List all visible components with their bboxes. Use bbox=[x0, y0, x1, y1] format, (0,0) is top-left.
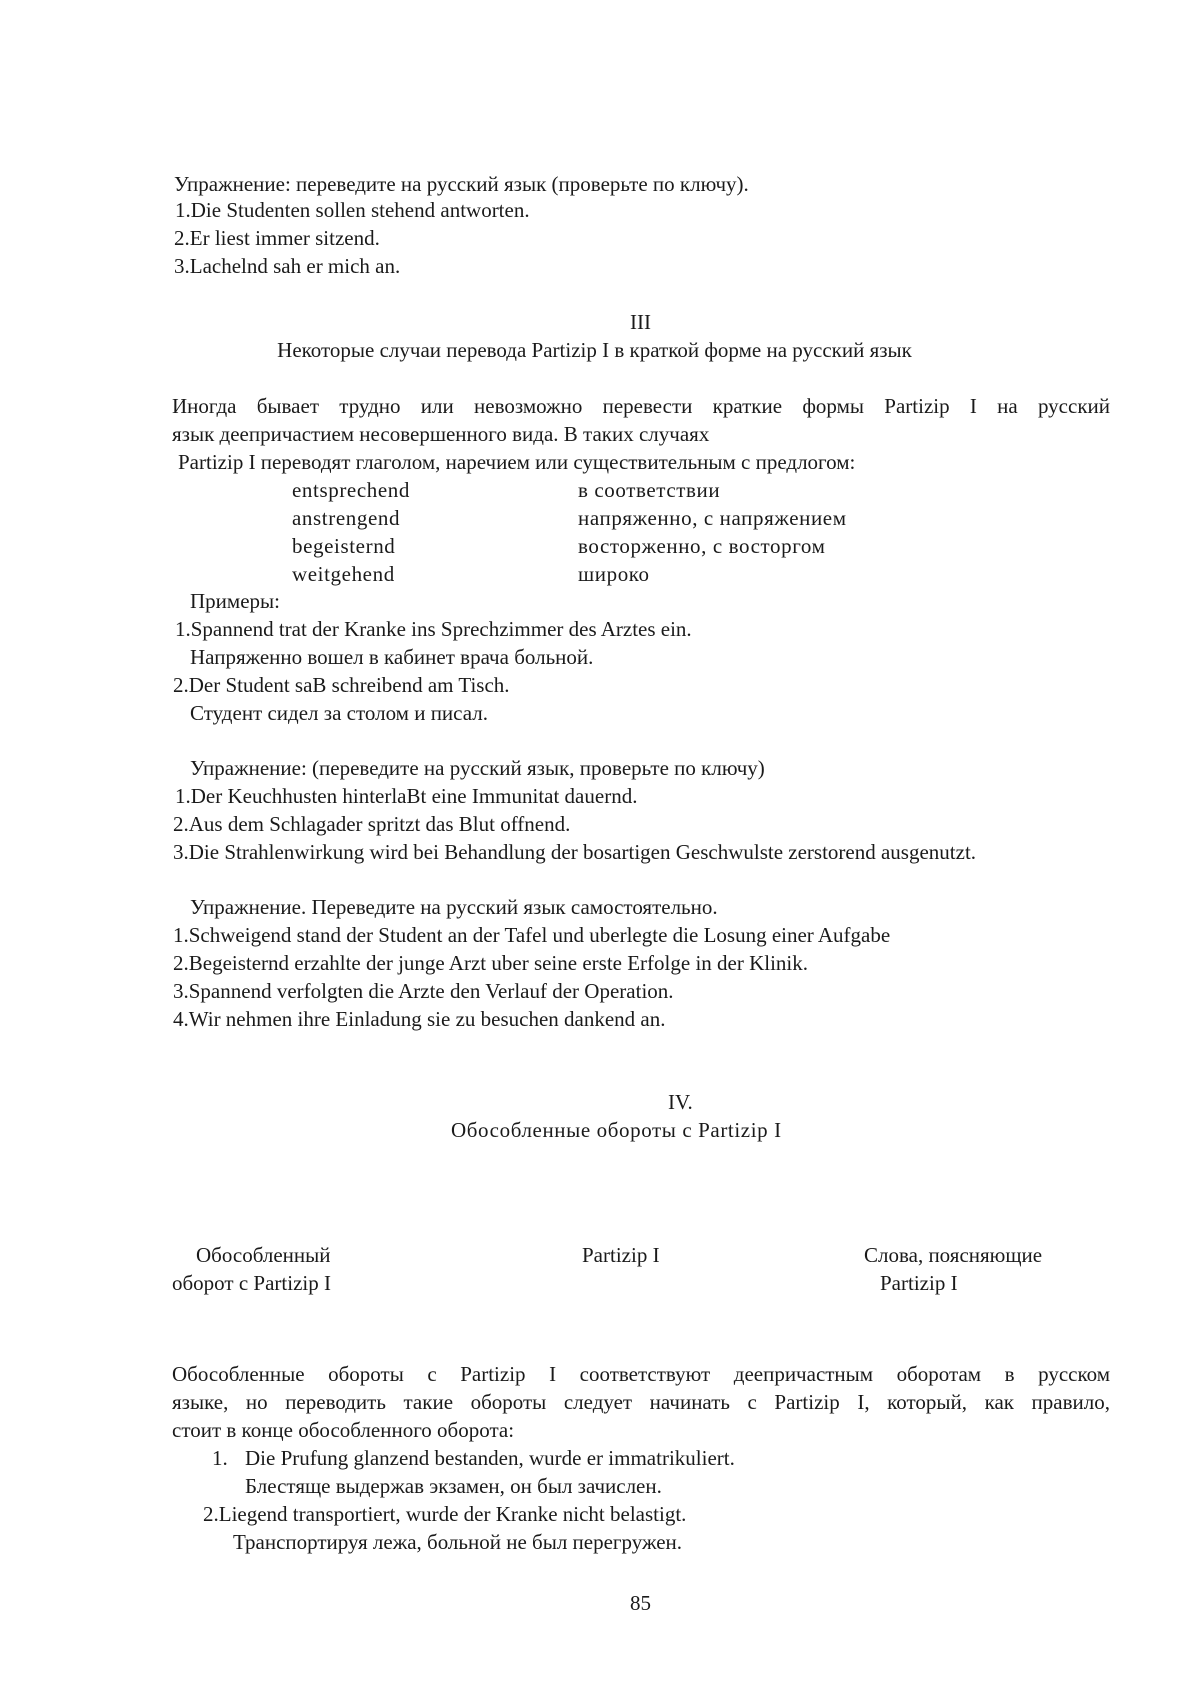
section-4-paragraph-line-2: языке, но переводить такие обороты следует начинать с Partizip I, который, как правило, bbox=[172, 1390, 1110, 1414]
section-4-number: IV. bbox=[668, 1090, 693, 1114]
exercise-1-item-3: 3.Lachelnd sah er mich an. bbox=[174, 254, 401, 278]
vocab-de-1: entsprechend bbox=[292, 478, 410, 502]
section-4-example-1-de: Die Prufung glanzend bestanden, wurde er immatrikuliert. bbox=[245, 1446, 735, 1470]
example-2-ru: Студент сидел за столом и писал. bbox=[190, 701, 488, 725]
diagram-center: Partizip I bbox=[582, 1243, 660, 1267]
section-4-paragraph-line-1: Обособленные обороты с Partizip I соответствуют деепричастным оборотам в русском bbox=[172, 1362, 1110, 1386]
exercise-2-heading: Упражнение: (переведите на русский язык, проверьте по ключу) bbox=[190, 756, 765, 780]
vocab-ru-2: напряженно, с напряжением bbox=[578, 506, 847, 530]
section-3-intro-line-2: язык деепричастием несовершенного вида. В таких случаях bbox=[172, 422, 710, 446]
section-4-example-1-ru: Блестяще выдержав экзамен, он был зачислен. bbox=[245, 1474, 662, 1498]
diagram-left-line-1: Обособленный bbox=[196, 1243, 331, 1267]
vocab-de-4: weitgehend bbox=[292, 562, 395, 586]
exercise-1-item-2: 2.Er liest immer sitzend. bbox=[174, 226, 380, 250]
page-number: 85 bbox=[630, 1591, 651, 1615]
section-3-number: III bbox=[630, 310, 651, 334]
example-1-de: 1.Spannend trat der Kranke ins Sprechzimmer des Arztes ein. bbox=[175, 617, 692, 641]
exercise-1-heading: Упражнение: переведите на русский язык (проверьте по ключу). bbox=[174, 172, 749, 196]
exercise-3-item-3: 3.Spannend verfolgten die Arzte den Verlauf der Operation. bbox=[173, 979, 674, 1003]
exercise-2-item-2: 2.Aus dem Schlagader spritzt das Blut offnend. bbox=[173, 812, 571, 836]
exercise-3-item-1: 1.Schweigend stand der Student an der Tafel und uberlegte die Losung einer Aufgabe bbox=[173, 923, 891, 947]
exercise-2-item-1: 1.Der Keuchhusten hinterlaBt eine Immunitat dauernd. bbox=[175, 784, 638, 808]
diagram-right-line-1: Слова, поясняющие bbox=[864, 1243, 1043, 1267]
example-2-de: 2.Der Student saB schreibend am Tisch. bbox=[173, 673, 510, 697]
vocab-ru-4: широко bbox=[578, 562, 650, 586]
exercise-2-item-3: 3.Die Strahlenwirkung wird bei Behandlung der bosartigen Geschwulste zerstorend ausgenutzt. bbox=[173, 840, 977, 864]
exercise-3-item-4: 4.Wir nehmen ihre Einladung sie zu besuchen dankend an. bbox=[173, 1007, 666, 1031]
section-4-paragraph-line-3: стоит в конце обособленного оборота: bbox=[172, 1418, 515, 1442]
section-3-intro-line-3: Partizip I переводят глаголом, наречием или существительным с предлогом: bbox=[178, 450, 856, 474]
exercise-1-item-1: 1.Die Studenten sollen stehend antworten. bbox=[175, 198, 530, 222]
exercise-3-item-2: 2.Begeisternd erzahlte der junge Arzt uber seine erste Erfolge in der Klinik. bbox=[173, 951, 809, 975]
section-4-example-1-number: 1. bbox=[212, 1446, 228, 1470]
exercise-3-heading: Упражнение. Переведите на русский язык самостоятельно. bbox=[190, 895, 718, 919]
vocab-de-3: begeisternd bbox=[292, 534, 396, 558]
examples-label: Примеры: bbox=[190, 589, 280, 613]
section-4-example-2-ru: Транспортируя лежа, больной не был перегружен. bbox=[233, 1530, 683, 1554]
diagram-right-line-2: Partizip I bbox=[880, 1271, 958, 1295]
section-3-title: Некоторые случаи перевода Partizip I в краткой форме на русский язык bbox=[277, 338, 912, 362]
vocab-ru-3: восторженно, с восторгом bbox=[578, 534, 826, 558]
section-4-example-2-de: 2.Liegend transportiert, wurde der Kranke nicht belastigt. bbox=[203, 1502, 687, 1526]
section-3-intro-line-1: Иногда бывает трудно или невозможно перевести краткие формы Partizip I на русский bbox=[172, 394, 1110, 418]
vocab-ru-1: в соответствии bbox=[578, 478, 721, 502]
example-1-ru: Напряженно вошел в кабинет врача больной. bbox=[190, 645, 594, 669]
section-4-title: Обособленные обороты с Partizip I bbox=[451, 1118, 782, 1142]
vocab-de-2: anstrengend bbox=[292, 506, 401, 530]
diagram-left-line-2: оборот с Partizip I bbox=[172, 1271, 331, 1295]
